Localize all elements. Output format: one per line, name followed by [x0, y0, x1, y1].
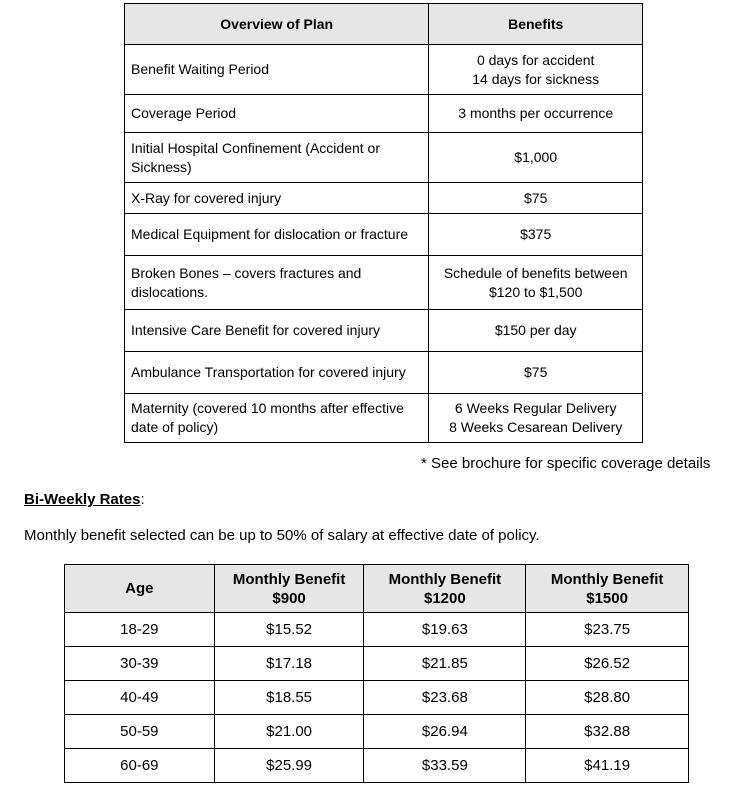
- rates-description: Monthly benefit selected can be up to 50% of salary at effective date of policy.: [24, 527, 540, 544]
- plan-benefit: [429, 133, 643, 183]
- plan-benefit-line: Schedule of benefits between: [443, 264, 628, 281]
- rates-cell: $18.55: [214, 681, 364, 715]
- plan-benefit-line: $375: [520, 226, 552, 242]
- rates-header-line: Monthly Benefit: [550, 570, 664, 588]
- rates-cell: $21.85: [364, 647, 526, 681]
- plan-benefit: [429, 214, 643, 256]
- plan-feature: Broken Bones – covers fractures and dislocations.: [125, 256, 429, 310]
- rates-header-benefit-900: [214, 565, 364, 613]
- rates-cell: $26.94: [364, 715, 526, 749]
- rates-cell: $26.52: [526, 647, 689, 681]
- rates-cell: $25.99: [214, 749, 364, 783]
- plan-benefit: [429, 310, 643, 352]
- bi-weekly-rates-table: [64, 564, 689, 783]
- rates-table-header-row: [65, 565, 689, 613]
- plan-benefit-line: 6 Weeks Regular Delivery: [454, 400, 617, 416]
- plan-benefit: [429, 394, 643, 443]
- table-row: [125, 214, 643, 256]
- rates-cell: $21.00: [214, 715, 364, 749]
- plan-header-overview: Overview of Plan: [125, 4, 429, 45]
- plan-feature: Ambulance Transportation for covered injury: [125, 352, 429, 394]
- plan-feature: Coverage Period: [125, 95, 429, 133]
- rates-cell: $23.68: [364, 681, 526, 715]
- table-row: [125, 45, 643, 95]
- table-row: [65, 647, 689, 681]
- rates-cell: $41.19: [526, 749, 689, 783]
- rates-cell: $23.75: [526, 613, 689, 647]
- plan-benefit: [429, 183, 643, 214]
- plan-overview-table: [124, 3, 643, 443]
- plan-benefit: [429, 352, 643, 394]
- plan-feature: Benefit Waiting Period: [125, 45, 429, 95]
- plan-benefit-line: $75: [524, 189, 548, 206]
- plan-feature: X-Ray for covered injury: [125, 183, 429, 214]
- section-title: Bi-Weekly Rates: [24, 491, 141, 508]
- rates-cell: $15.52: [214, 613, 364, 647]
- plan-benefit-line: $120 to $1,500: [488, 283, 583, 300]
- table-row: [125, 310, 643, 352]
- plan-benefit: [429, 45, 643, 95]
- plan-benefit-line: $150 per day: [494, 322, 577, 338]
- rates-cell: $33.59: [364, 749, 526, 783]
- rates-header-line: $1200: [424, 589, 466, 607]
- plan-header-benefits: Benefits: [429, 4, 643, 45]
- rates-header-line: $1500: [586, 589, 628, 607]
- rates-cell: $17.18: [214, 647, 364, 681]
- plan-benefit-line: $1,000: [514, 149, 558, 165]
- table-row: [65, 613, 689, 647]
- table-row: [65, 681, 689, 715]
- plan-feature: Initial Hospital Confinement (Accident or Sickness): [125, 133, 429, 183]
- plan-benefit-line: 14 days for sickness: [472, 70, 600, 87]
- rates-age-cell: 40-49: [65, 681, 215, 715]
- plan-benefit: [429, 95, 643, 133]
- plan-table-header-row: [125, 4, 643, 45]
- rates-age-cell: 60-69: [65, 749, 215, 783]
- plan-benefit: [429, 256, 643, 310]
- section-heading: [24, 491, 145, 508]
- table-row: [65, 749, 689, 783]
- table-row: [125, 352, 643, 394]
- coverage-note: * See brochure for specific coverage details: [421, 455, 711, 472]
- table-row: [125, 95, 643, 133]
- rates-age-cell: 30-39: [65, 647, 215, 681]
- rates-age-cell: 50-59: [65, 715, 215, 749]
- plan-feature: Maternity (covered 10 months after effective date of policy): [125, 394, 429, 443]
- table-row: [125, 394, 643, 443]
- table-row: [65, 715, 689, 749]
- table-row: [125, 183, 643, 214]
- rates-header-benefit-1200: [364, 565, 526, 613]
- plan-benefit-line: $75: [524, 364, 548, 380]
- rates-cell: $32.88: [526, 715, 689, 749]
- rates-header-age: [65, 565, 215, 613]
- section-title-colon: :: [140, 491, 145, 508]
- plan-feature: Medical Equipment for dislocation or fracture: [125, 214, 429, 256]
- rates-header-benefit-1500: [526, 565, 689, 613]
- rates-header-line: Monthly Benefit: [388, 570, 502, 588]
- plan-benefit-line: 3 months per occurrence: [458, 105, 614, 121]
- table-row: [125, 133, 643, 183]
- rates-cell: $19.63: [364, 613, 526, 647]
- rates-header-line: $900: [272, 589, 306, 607]
- rates-header-line: Monthly Benefit: [232, 570, 346, 588]
- plan-feature: Intensive Care Benefit for covered injury: [125, 310, 429, 352]
- rates-cell: $28.80: [526, 681, 689, 715]
- plan-benefit-line: 8 Weeks Cesarean Delivery: [449, 419, 623, 435]
- plan-benefit-line: 0 days for accident: [476, 51, 595, 68]
- rates-age-cell: 18-29: [65, 613, 215, 647]
- rates-header-line: Age: [125, 580, 154, 597]
- table-row: [125, 256, 643, 310]
